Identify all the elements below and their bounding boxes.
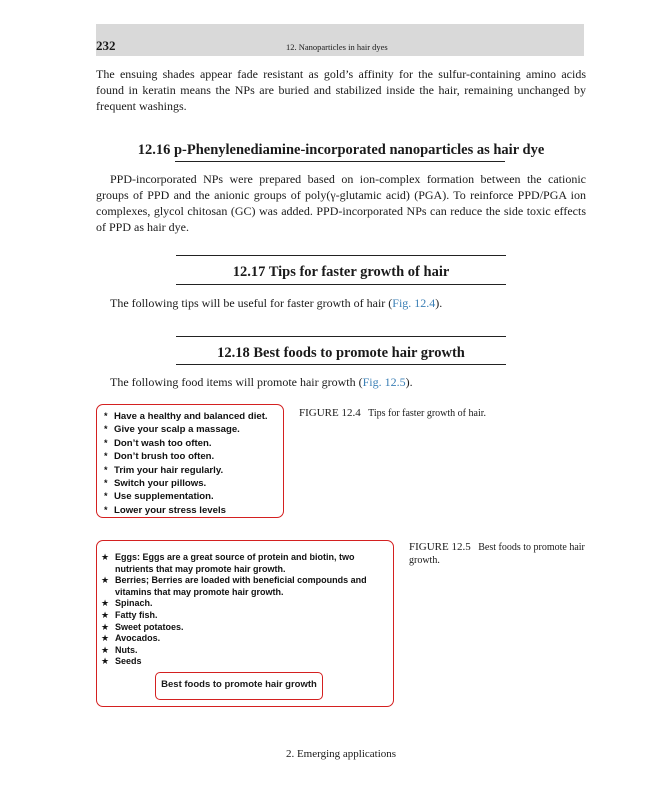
section-heading-12-17 [96,264,586,281]
tips-list [104,410,268,517]
section-title-text: p-Phenylenediamine-incorporated nanoparticles as hair dye [173,142,545,158]
section-number: 12.17 [232,264,266,280]
list-item: ★ Avocados. [101,633,161,644]
body-text-tail: ). [435,296,443,310]
asterisk-bullet-icon: * [104,424,108,435]
list-item: * Use supplementation. [104,491,214,503]
section-underline [176,364,506,365]
star-bullet-icon: ★ [101,656,110,667]
asterisk-bullet-icon: * [104,504,108,515]
section-12-17-body [96,295,586,311]
section-title-text: Best foods to promote hair growth [253,345,465,361]
foods-list [101,552,387,668]
list-item: ★ Fatty fish. [101,609,158,620]
star-bullet-icon: ★ [101,575,110,586]
figure-12-5-caption [409,541,589,567]
list-item: ★ Spinach. [101,598,153,609]
figure-12-5-box-title: Best foods to promote hair growth [155,672,323,700]
asterisk-bullet-icon: * [104,437,108,448]
star-bullet-icon: ★ [101,621,110,632]
section-number: 12.16 [137,142,171,158]
running-head: 12. Nanoparticles in hair dyes [286,42,388,52]
section-heading-12-16 [96,142,586,159]
list-item: ★ Nuts. [101,644,138,655]
list-item: ★ Sweet potatoes. [101,621,184,632]
list-item: * Lower your stress levels [104,504,226,516]
intro-paragraph: The ensuing shades appear fade resistant as gold’s affinity for the sulfur-containing amino acids found in keratin means the NPs are buried and stabilized inside the hair, remaining unchanged by frequent washings. [96,67,586,113]
figure-label: FIGURE 12.4 [299,407,361,419]
figure-12-4-caption [299,407,589,420]
asterisk-bullet-icon: * [104,491,108,502]
list-item: * Give your scalp a massage. [104,424,240,436]
asterisk-bullet-icon: * [104,411,108,421]
section-title-text: Tips for faster growth of hair [268,264,450,280]
asterisk-bullet-icon: * [104,478,108,489]
figure-caption-text: Tips for faster growth of hair. [368,408,487,419]
star-bullet-icon: ★ [101,598,110,609]
asterisk-bullet-icon: * [104,451,108,462]
figure-caption-text: Best foods to promote hair growth. [409,542,585,566]
section-underline [176,284,506,285]
section-top-rule [176,255,506,256]
page-footer: 2. Emerging applications [285,748,397,760]
section-number: 12.18 [217,345,250,361]
star-bullet-icon: ★ [101,644,110,655]
figure-label: FIGURE 12.5 [409,541,471,553]
body-text: The following tips will be useful for faster growth of hair ( [110,296,393,310]
list-item: * Trim your hair regularly. [104,464,224,476]
figure-reference-link[interactable]: Fig. 12.5 [362,375,406,389]
list-item: * Don’t wash too often. [104,437,212,449]
section-12-16-body: PPD-incorporated NPs were prepared based on ion-complex formation between the cationic groups of PPD and the anionic groups of poly(γ-glutamic acid) (PGA). To reinforce PPD/PGA ion complexes, glycol chitosan (GC) was added. PPD-incorporated NPs can reduce the side toxic effects of PPD as hair dye. [96,172,586,234]
asterisk-bullet-icon: * [104,464,108,475]
section-underline [175,161,505,162]
star-bullet-icon: ★ [101,609,110,620]
section-heading-12-18 [96,345,586,362]
list-item: * Have a healthy and balanced diet. [104,411,268,422]
body-text: The following food items will promote hair growth ( [110,375,363,389]
list-item: * Don’t brush too often. [104,451,215,463]
section-12-18-body [96,374,586,390]
list-item: ★ Seeds [101,656,142,667]
figure-reference-link[interactable]: Fig. 12.4 [392,296,436,310]
page-number: 232 [96,38,116,53]
star-bullet-icon: ★ [101,633,110,644]
list-item: * Switch your pillows. [104,478,207,490]
list-item: ★ Berries; Berries are loaded with beneficial compounds and vitamins that may promote hair growth. [101,575,367,597]
body-text-tail: ). [405,375,413,389]
list-item: ★ Eggs: Eggs are a great source of protein and biotin, two nutrients that may promote hair growth. [101,552,355,574]
star-bullet-icon: ★ [101,552,110,562]
section-top-rule [176,336,506,337]
